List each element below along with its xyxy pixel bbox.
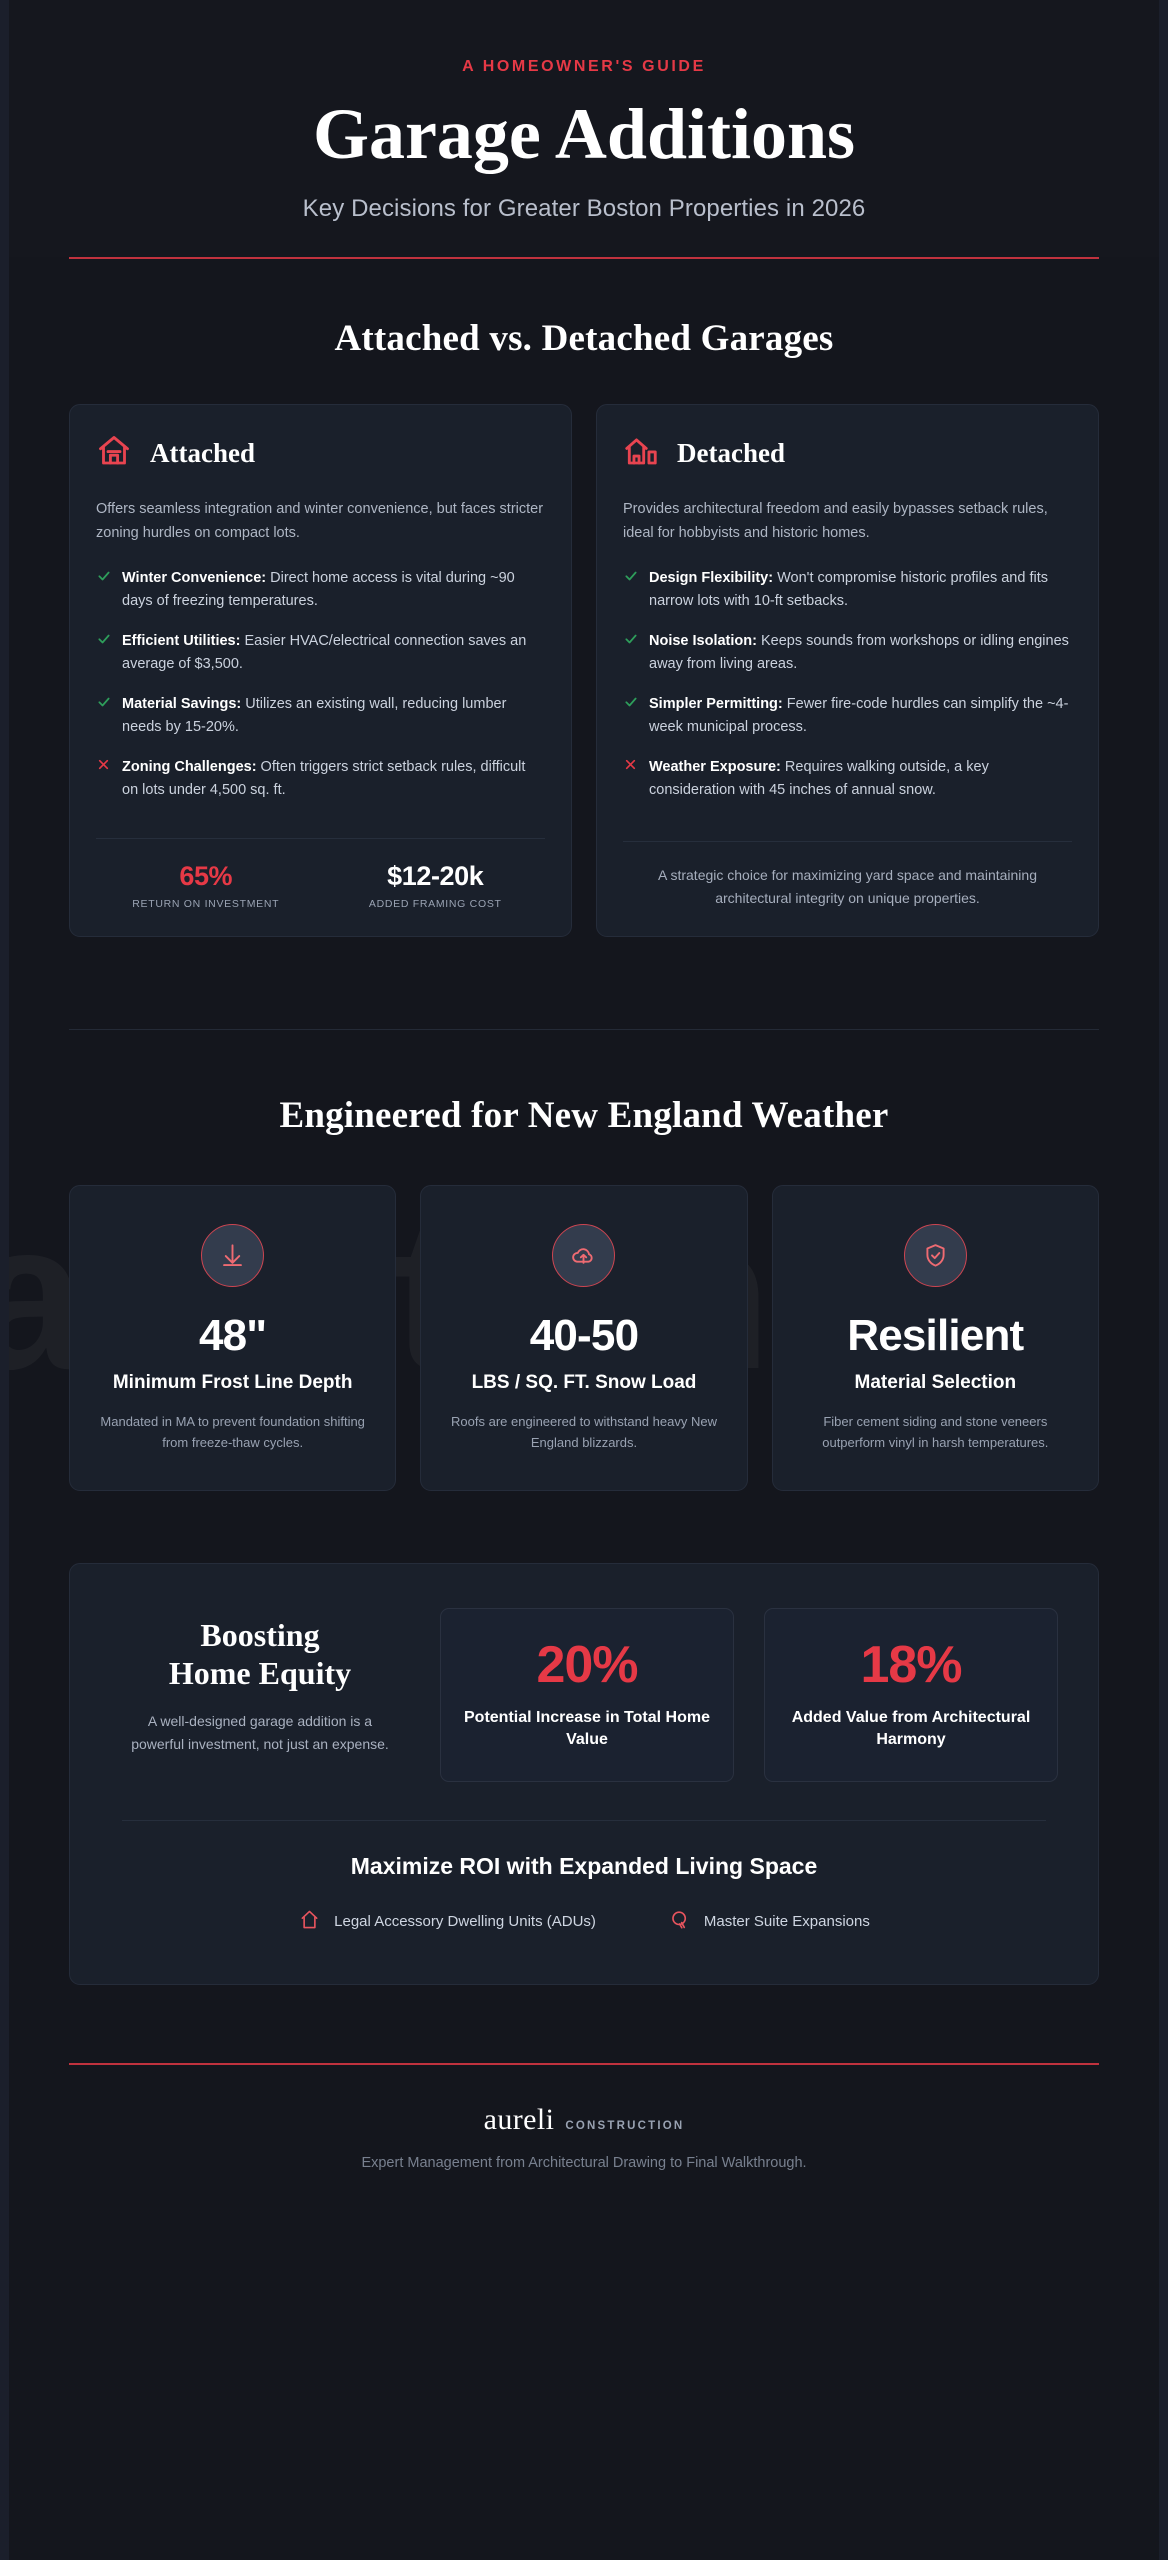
list-item <box>623 756 1072 802</box>
equity-title-line-2: Home Equity <box>168 1654 352 1691</box>
shield-check-icon <box>904 1224 967 1287</box>
bullet-text <box>649 630 1072 676</box>
list-item <box>623 693 1072 739</box>
compare-bullet-list <box>96 567 545 801</box>
cross-icon <box>96 756 111 776</box>
arrow-down-icon <box>201 1224 264 1287</box>
bullet-label: Winter Convenience: <box>122 570 267 587</box>
bullet-body: Easier HVAC/electrical connection saves an average of $3,500. <box>122 633 527 673</box>
weather-label: Minimum Frost Line Depth <box>112 1372 353 1394</box>
roi-item-text: Master Suite Expansions <box>703 1913 870 1931</box>
compare-bullet-list <box>623 567 1072 801</box>
home-outline-icon <box>298 1908 321 1936</box>
list-item <box>623 567 1072 613</box>
weather-card-snow-load <box>420 1185 747 1491</box>
weather-section <box>9 1029 1159 1491</box>
equity-stat-label: Potential Increase in Total Home Value <box>464 1708 710 1748</box>
hero-section <box>9 0 1159 257</box>
stat-value: $12-20k <box>387 860 484 891</box>
page-title: Garage Additions <box>312 94 856 174</box>
footer-content <box>69 2065 1099 2227</box>
stat-roi <box>96 861 316 910</box>
weather-divider <box>69 1029 1099 1030</box>
equity-section <box>9 1563 1159 1985</box>
compare-card-title: Attached <box>150 438 255 469</box>
bullet-label: Noise Isolation: <box>649 633 757 650</box>
equity-stat-home-value <box>440 1608 734 1782</box>
list-item <box>96 630 545 676</box>
compare-card-header <box>623 433 1072 474</box>
bullet-body: Direct home access is vital during ~90 days of freezing temperatures. <box>122 570 515 610</box>
bullet-text <box>649 567 1072 613</box>
logo-subtitle: CONSTRUCTION <box>565 2119 685 2132</box>
compare-card-description: Provides architectural freedom and easily bypasses setback rules, ideal for hobbyists and historic homes. <box>623 501 1048 541</box>
check-icon <box>623 693 638 713</box>
weather-value: 40-50 <box>529 1310 639 1360</box>
compare-section <box>9 259 1159 936</box>
equity-description: A well-designed garage addition is a powerful investment, not just an expense. <box>131 1713 389 1753</box>
compare-card-description: Offers seamless integration and winter convenience, but faces stricter zoning hurdles on compact lots. <box>96 501 544 541</box>
bullet-label: Design Flexibility: <box>649 570 774 587</box>
weather-card-frost-line <box>69 1185 396 1491</box>
compare-card-title: Detached <box>677 438 785 469</box>
compare-card-header <box>96 433 545 474</box>
weather-description: Fiber cement siding and stone veneers outperform vinyl in harsh temperatures. <box>822 1413 1049 1450</box>
list-item <box>668 1908 870 1936</box>
brand-logo <box>69 2103 1099 2137</box>
bullet-text <box>122 693 545 739</box>
bullet-body: Requires walking outside, a key consideration with 45 inches of annual snow. <box>649 758 989 798</box>
equity-stat-label: Added Value from Architectural Harmony <box>791 1708 1031 1748</box>
key-icon <box>668 1908 691 1936</box>
check-icon <box>623 567 638 587</box>
equity-percent: 20% <box>536 1635 638 1694</box>
weather-heading: Engineered for New England Weather <box>279 1094 889 1136</box>
bullet-text <box>649 693 1072 739</box>
weather-value: Resilient <box>847 1310 1024 1360</box>
bullet-body: Utilizes an existing wall, reducing lumber needs by 15-20%. <box>122 696 507 735</box>
cross-icon <box>623 756 638 776</box>
page-subtitle: Key Decisions for Greater Boston Properties in 2026 <box>302 195 866 223</box>
equity-card <box>69 1563 1099 1985</box>
list-item <box>96 567 545 613</box>
stat-framing-cost <box>326 861 546 910</box>
roi-heading: Maximize ROI with Expanded Living Space <box>350 1852 818 1879</box>
list-item <box>96 693 545 739</box>
compare-card-detached <box>596 404 1099 936</box>
roi-item-text: Legal Accessory Dwelling Units (ADUs) <box>334 1913 596 1931</box>
compare-grid <box>69 404 1099 936</box>
stat-label: RETURN ON INVESTMENT <box>132 897 280 910</box>
bullet-body: Fewer fire-code hurdles can simplify the ~4-week municipal process. <box>649 696 1069 735</box>
equity-intro <box>110 1608 410 1782</box>
equity-percent: 18% <box>860 1635 962 1694</box>
page-edge-right <box>1159 0 1168 2560</box>
weather-description: Roofs are engineered to withstand heavy New England blizzards. <box>451 1413 717 1450</box>
check-icon <box>96 693 111 713</box>
page-content <box>9 0 1159 2227</box>
footer-tagline: Expert Management from Architectural Drawing to Final Walkthrough. <box>361 2154 807 2171</box>
check-icon <box>96 567 111 587</box>
check-icon <box>96 630 111 650</box>
eyebrow-label: A HOMEOWNER'S GUIDE <box>462 58 706 75</box>
compare-card-stats <box>96 839 545 910</box>
bullet-text <box>649 756 1072 802</box>
stat-value: 65% <box>179 860 233 891</box>
bullet-label: Simpler Permitting: <box>649 696 783 713</box>
bullet-text <box>122 756 545 802</box>
page-edge-left <box>0 0 9 2560</box>
bullet-label: Material Savings: <box>122 696 242 713</box>
weather-label: LBS / SQ. FT. Snow Load <box>471 1372 697 1394</box>
bullet-body: Won't compromise historic profiles and fits narrow lots with 10-ft setbacks. <box>649 570 1048 610</box>
bullet-label: Zoning Challenges: <box>122 758 257 775</box>
list-item <box>623 630 1072 676</box>
stat-label: ADDED FRAMING COST <box>368 897 502 910</box>
bullet-label: Weather Exposure: <box>649 758 781 775</box>
home-icon <box>96 433 132 474</box>
weather-value: 48" <box>198 1310 267 1360</box>
equity-top-row <box>110 1608 1058 1782</box>
list-item <box>298 1908 596 1936</box>
page-inner <box>9 0 1159 2560</box>
bullet-label: Efficient Utilities: <box>122 633 241 650</box>
weather-card-material <box>772 1185 1099 1491</box>
weather-label: Material Selection <box>854 1372 1017 1394</box>
weather-grid <box>69 1185 1099 1491</box>
home-detached-icon <box>623 433 659 474</box>
card-spacer <box>623 802 1072 820</box>
equity-title <box>110 1616 410 1693</box>
compare-heading: Attached vs. Detached Garages <box>334 318 834 360</box>
weather-description: Mandated in MA to prevent foundation shifting from freeze-thaw cycles. <box>100 1413 365 1450</box>
bullet-body: Keeps sounds from workshops or idling engines away from living areas. <box>649 633 1069 673</box>
check-icon <box>623 630 638 650</box>
equity-divider <box>122 1820 1046 1821</box>
cloud-snow-icon <box>552 1224 615 1287</box>
compare-card-attached <box>69 404 572 936</box>
list-item <box>96 756 545 802</box>
equity-stat-architectural-harmony <box>764 1608 1058 1782</box>
card-spacer <box>96 802 545 816</box>
equity-title-line-1: Boosting <box>200 1616 320 1653</box>
bullet-text <box>122 567 545 613</box>
logo-wordmark: aureli <box>483 2102 555 2136</box>
compare-card-note: A strategic choice for maximizing yard space and maintaining architectural integrity on unique properties. <box>658 867 1037 906</box>
bullet-body: Often triggers strict setback rules, difficult on lots under 4,500 sq. ft. <box>122 758 526 798</box>
footer-section <box>9 2063 1159 2227</box>
roi-item-list <box>110 1908 1058 1944</box>
bullet-text <box>122 630 545 676</box>
